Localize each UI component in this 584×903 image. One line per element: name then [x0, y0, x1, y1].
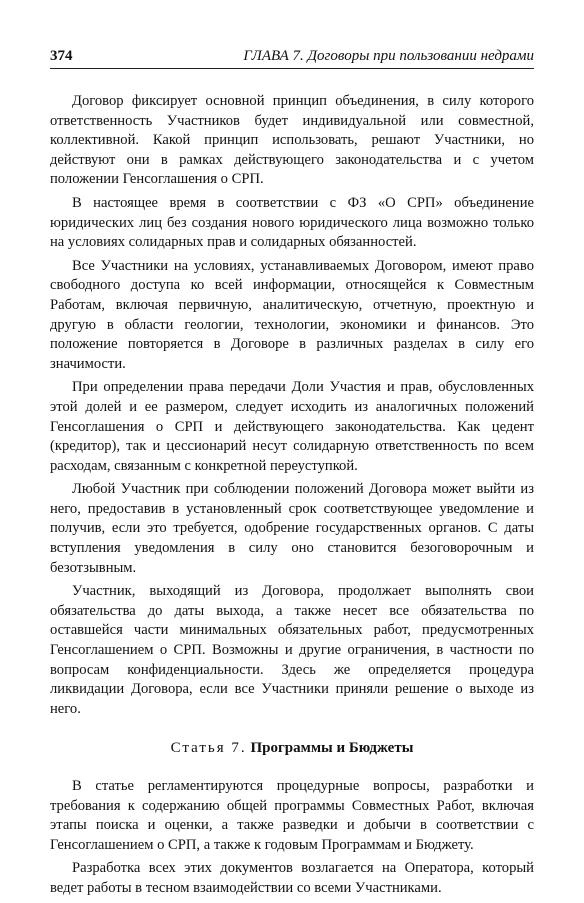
page-number: 374	[50, 48, 73, 64]
body-text	[50, 92, 534, 903]
article-label: Статья 7.	[170, 740, 247, 757]
running-head: ГЛАВА 7. Договоры при пользовании недрами	[243, 48, 534, 64]
article-title: Программы и Бюджеты	[250, 740, 414, 757]
paragraph: При определении права передачи Доли Участия и прав, обусловленных этой долей и ее размером, следует исходить из аналогичных положений Генсоглашения о СРП и действующего законодательства. Как цедент (кредитор), так и цессионарий несут солидарную ответственность по всем расходам, связанным с конкретной переуступкой.	[50, 379, 534, 474]
paragraph: Договор фиксирует основной принцип объединения, в силу которого ответственность Участников будет индивидуальной или совместной, коллективной. Какой принцип использовать, решают Участники, но действуют они в рамках действующего законодательства и с учетом положении Генсоглашения о СРП.	[50, 93, 534, 188]
paragraph: Участник, выходящий из Договора, продолжает выполнять свои обязательства до даты выхода, а также несет все обязательства по оставшейся части минимальных обязательных работ, предусмотренных Генсоглашением о СРП. Возможны и другие ограничения, в частности по вопросам конфиденциальности. Здесь же определяется процедура ликвидации Договора, если все Участники приняли решение о выходе из него.	[50, 583, 534, 717]
paragraph: Все Участники на условиях, устанавливаемых Договором, имеют право свободного доступа ко всей информации, относящейся к Совместным Работам, включая первичную, аналитическую, отчетную, проектную и другую в области геологии, технологии, экономики и финансов. Это положение повторяется в Договоре в различных разделах в силу его значимости.	[50, 257, 534, 372]
page-header	[50, 44, 534, 69]
article-heading	[50, 739, 534, 759]
paragraph: Разработка всех этих документов возлагается на Оператора, который ведет работы в тесном взаимодействии со всеми Участниками.	[50, 860, 534, 896]
paragraph: Любой Участник при соблюдении положений Договора может выйти из него, предоставив в установленный срок соответствующее уведомление и получив, если это требуется, одобрение государственных органов. С даты вступления уведомления в силу оно становится безоговорочным и безотзывным.	[50, 481, 534, 576]
paragraph: В статье регламентируются процедурные вопросы, разработки и требования к содержанию общей программы Совместных Работ, включая этапы поиска и оценки, а также разведки и добычи в соответствии с Генсоглашением о СРП, а также к годовым Программам и Бюджету.	[50, 778, 534, 853]
paragraph: В настоящее время в соответствии с ФЗ «О СРП» объединение юридических лиц без создания нового юридического лица возможно только на условиях солидарных прав и солидарных обязанностей.	[50, 194, 534, 251]
